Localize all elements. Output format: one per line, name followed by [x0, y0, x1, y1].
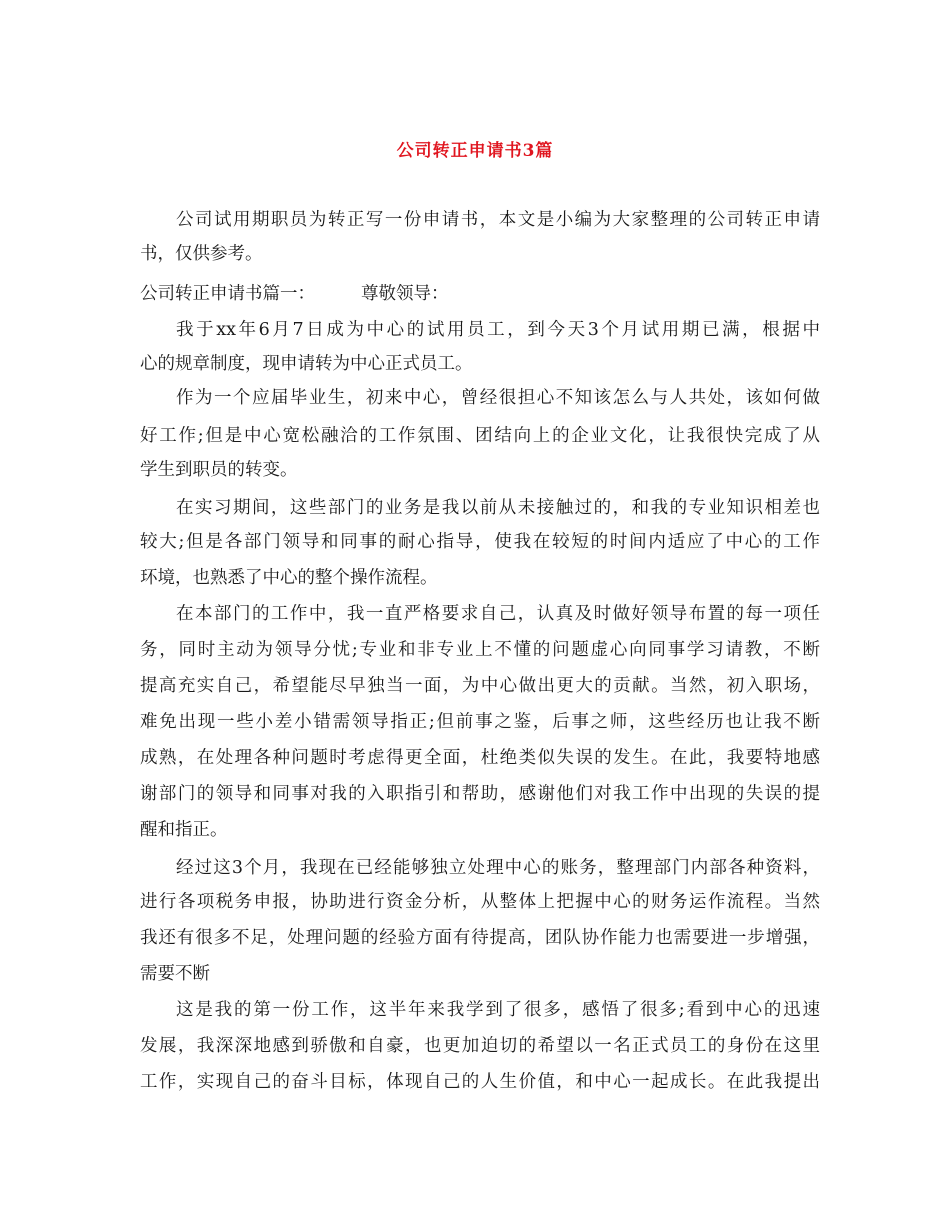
paragraph-line: 醒和指正。 [140, 820, 228, 840]
section-heading: 公司转正申请书篇一： [140, 284, 315, 304]
paragraph-line: 在本部门的工作中，我一直严格要求自己，认真及时做好领导布置的每一项任 [176, 604, 820, 624]
salutation: 尊敬领导： [361, 284, 449, 304]
paragraph-line: 学生到职员的转变。 [140, 460, 298, 480]
paragraph-line: 书，仅供参考。 [140, 244, 263, 264]
paragraph-line: 难免出现一些小差小错需领导指正;但前事之鉴，后事之师，这些经历也让我不断 [140, 712, 820, 732]
paragraph-line: 提高充实自己，希望能尽早独当一面，为中心做出更大的贡献。当然，初入职场， [140, 676, 820, 696]
paragraph-line: 务，同时主动为领导分忧;专业和非专业上不懂的问题虚心向同事学习请教，不断 [140, 640, 820, 660]
paragraph-line: 心的规章制度，现申请转为中心正式员工。 [140, 354, 473, 374]
paragraph-line: 环境，也熟悉了中心的整个操作流程。 [140, 568, 438, 588]
paragraph-line: 发展，我深深地感到骄傲和自豪，也更加迫切的希望以一名正式员工的身份在这里 [140, 1036, 820, 1056]
paragraph-line: 我还有很多不足，处理问题的经验方面有待提高，团队协作能力也需要进一步增强， [140, 928, 820, 948]
paragraph-line: 这是我的第一份工作，这半年来我学到了很多，感悟了很多;看到中心的迅速 [176, 1000, 820, 1020]
document-title: 公司转正申请书3篇 [396, 141, 554, 161]
paragraph-line: 谢部门的领导和同事对我的入职指引和帮助，感谢他们对我工作中出现的失误的提 [140, 784, 820, 804]
paragraph-line: 工作，实现自己的奋斗目标，体现自己的人生价值，和中心一起成长。在此我提出 [140, 1072, 820, 1092]
paragraph-line: 成熟，在处理各种问题时考虑得更全面，杜绝类似失误的发生。在此，我要特地感 [140, 748, 820, 768]
paragraph-line: 我于xx年6月7日成为中心的试用员工，到今天3个月试用期已满，根据中 [176, 320, 820, 340]
salutation-line [140, 282, 820, 306]
paragraph-line: 需要不断 [140, 964, 210, 984]
paragraph-line: 公司试用期职员为转正写一份申请书，本文是小编为大家整理的公司转正申请 [176, 210, 820, 230]
paragraph-line: 在实习期间，这些部门的业务是我以前从未接触过的，和我的专业知识相差也 [176, 498, 820, 518]
paragraph-line: 进行各项税务申报，协助进行资金分析，从整体上把握中心的财务运作流程。当然 [140, 892, 820, 912]
paragraph-line: 作为一个应届毕业生，初来中心，曾经很担心不知该怎么与人共处，该如何做 [176, 388, 820, 408]
paragraph-line: 好工作;但是中心宽松融洽的工作氛围、团结向上的企业文化，让我很快完成了从 [140, 426, 820, 446]
paragraph-line: 较大;但是各部门领导和同事的耐心指导，使我在较短的时间内适应了中心的工作 [140, 532, 820, 552]
paragraph-line: 经过这3个月，我现在已经能够独立处理中心的账务，整理部门内部各种资料， [176, 858, 820, 878]
